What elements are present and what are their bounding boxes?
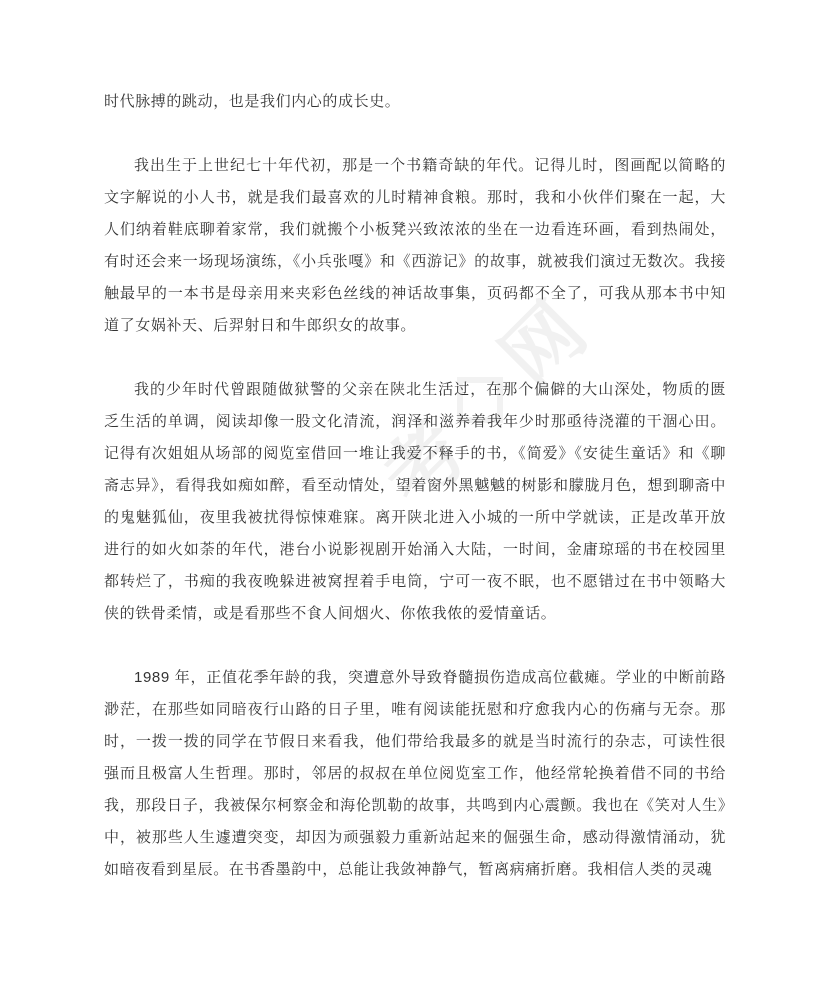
document-body: [104, 86, 726, 886]
watermark-char-left: 考: [366, 404, 484, 523]
watermark-char-right: 网: [484, 286, 603, 404]
paragraph: 1989 年，正值花季年龄的我，突遭意外导致脊髓损伤造成高位截瘫。学业的中断前路渺茫，在那些如同暗夜行山路的日子里，唯有阅读能抚慰和疗愈我内心的伤痛与无奈。那时，一拨一拨的同学在节假日来看我，他们带给我最多的就是当时流行的杂志，可读性很强而且极富人生哲理。那时，邻居的叔叔在单位阅览室工作，他经常轮换着借不同的书给我，那段日子，我被保尔柯察金和海伦凯勒的故事，共鸣到内心震颤。我也在《笑对人生》中，被那些人生遽遭突变，却因为顽强毅力重新站起来的倔强生命，感动得激情涌动，犹如暗夜看到星辰。在书香墨韵中，总能让我敛神静气，暂离病痛折磨。我相信人类的灵魂: [104, 669, 726, 878]
paragraph: 我的少年时代曾跟随做狱警的父亲在陕北生活过，在那个偏僻的大山深处，物质的匮乏生活的单调，阅读却像一股文化清流，润泽和滋养着我年少时那亟待浇灌的干涸心田。记得有次姐姐从场部的阅览室借回一堆让我爱不释手的书，《简爱》《安徒生童话》和《聊斋志异》，看得我如痴如醉，看至动情处，望着窗外黑魆魆的树影和朦胧月色，想到聊斋中的鬼魅狐仙，夜里我被扰得惊悚难寐。离开陕北进入小城的一所中学就读，正是改革开放进行的如火如荼的年代，港台小说影视剧开始涌入大陆，一时间，金庸琼瑶的书在校园里都转烂了，书痴的我夜晚躲进被窝捏着手电筒，宁可一夜不眠，也不愿错过在书中领略大侠的铁骨柔情，或是看那些不食人间烟火、你侬我侬的爱情童话。: [104, 381, 726, 622]
paragraph-continuation: 时代脉搏的跳动，也是我们内心的成长史。: [104, 93, 401, 110]
paragraph: 我出生于上世纪七十年代初，那是一个书籍奇缺的年代。记得儿时，图画配以简略的文字解说的小人书，就是我们最喜欢的儿时精神食粮。那时，我和小伙伴们聚在一起，大人们纳着鞋底聊着家常，我们就搬个小板凳兴致浓浓的坐在一边看连环画，看到热闹处，有时还会来一场现场演练，《小兵张嘎》和《西游记》的故事，就被我们演过无数次。我接触最早的一本书是母亲用来夹彩色丝线的神话故事集，页码都不全了，可我从那本书中知道了女娲补天、后羿射日和牛郎织女的故事。: [104, 157, 726, 334]
